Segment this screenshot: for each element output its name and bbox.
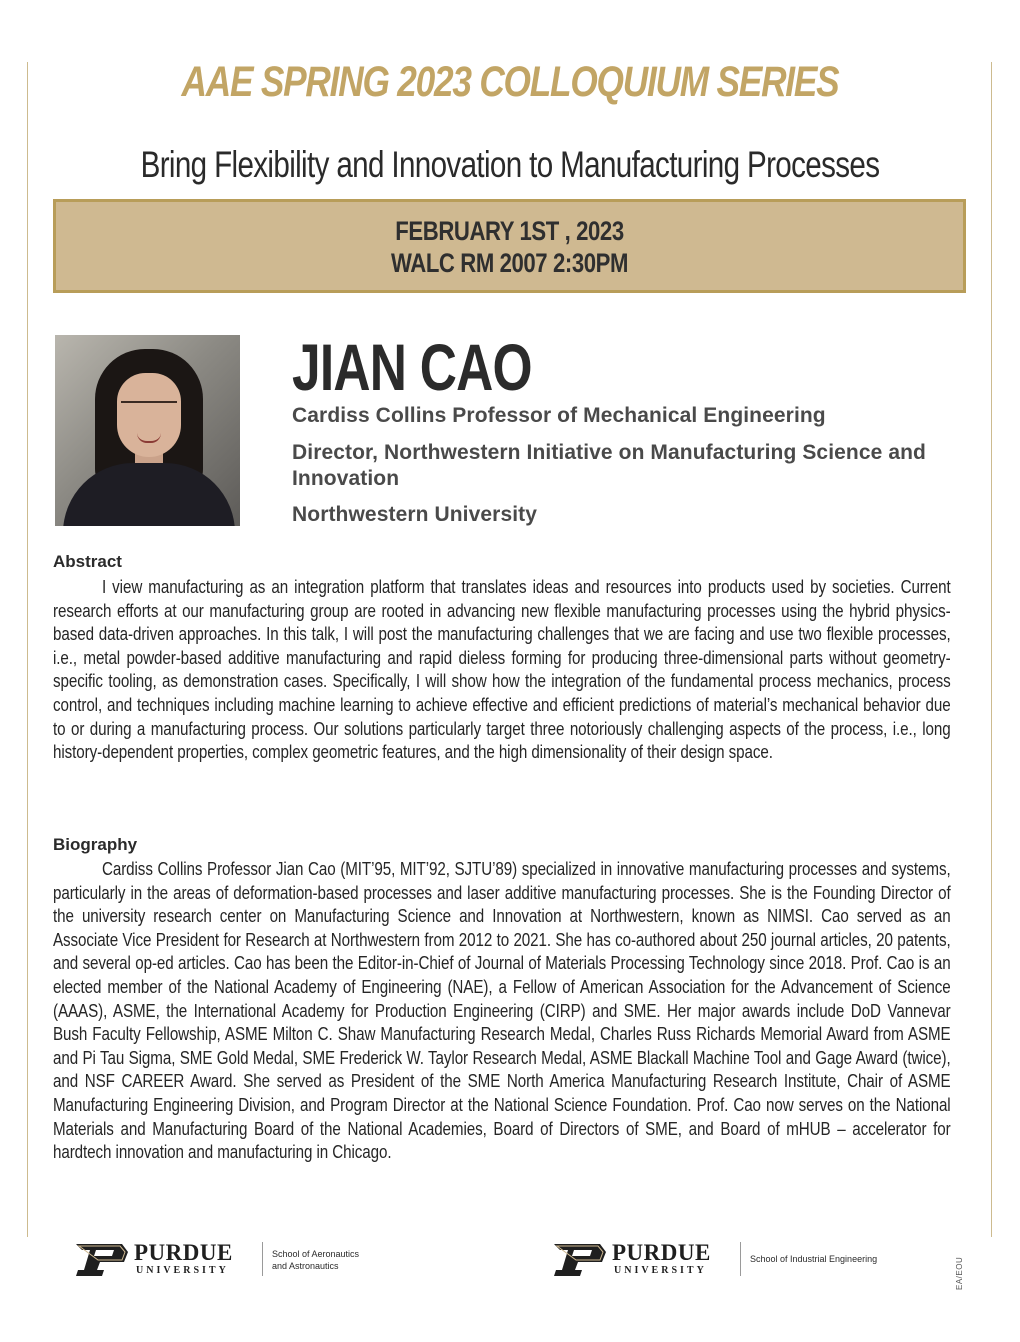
purdue-aae-logo [70,1240,390,1284]
logo-separator [262,1242,263,1276]
purdue-wordmark: PURDUE [612,1240,711,1265]
purdue-p-icon [70,1244,130,1276]
purdue-wordmark: PURDUE [134,1240,233,1265]
abstract-text [53,575,951,764]
series-title: AAE SPRING 2023 COLLOQUIUM SERIES [181,58,839,106]
right-border-rule [991,62,992,1237]
biography-text [53,857,951,1164]
talk-title: Bring Flexibility and Innovation to Manufacturing Processes [140,144,880,185]
biography-body: Cardiss Collins Professor Jian Cao (MIT’95, MIT’92, SJTU’89) specialized in innovative manufacturing processes and systems, particularly in the areas of deformation-based processes and laser additive manufacturing processes. She is the Founding Director of the university research center on Manufacturing Science and Innovation at Northwestern, known as NIMSI. Cao served as an Associate Vice President for Research at Northwestern from 2012 to 2021. She has co-authored about 250 journal articles, 20 patents, and several op-ed articles. Cao has been the Editor-in-Chief of Journal of Materials Processing Technology since 2018. Prof. Cao is an elected member of the National Academy of Engineering (NAE), a Fellow of American Association for the Advancement of Science (AAAS), ASME, the International Academy for Production Engineering (CIRP) and SME. Her major awards include DoD Vannevar Bush Faculty Fellowship, ASME Milton C. Shaw Manufacturing Research Medal, Charles Russ Richards Memorial Award from ASME and Pi Tau Sigma, SME Gold Medal, SME Frederick W. Taylor Research Medal, ASME Blackall Machine Tool and Gage Award (twice), and NSF CAREER Award. She served as President of the SME North America Manufacturing Research Institute, Chair of ASME Manufacturing Engineering Division, and Program Director at the National Science Foundation. Prof. Cao now serves on the National Materials and Manufacturing Board of the National Academies, Board of Directors of SME, and Board of mHUB – accelerator for hardtech innovation and manufacturing in Chicago. [53,858,951,1163]
left-border-rule [27,62,28,1237]
logo-separator [740,1242,741,1276]
speaker-title-1: Cardiss Collins Professor of Mechanical Engineering [292,404,826,427]
date-location-box [53,199,966,293]
speaker-institution: Northwestern University [292,503,538,526]
event-location: WALC RM 2007 2:30PM [390,248,629,278]
speaker-name: JIAN CAO [292,330,532,404]
department-ie: School of Industrial Engineering [750,1254,878,1264]
speaker-photo [55,335,240,526]
purdue-p-icon [548,1244,608,1276]
department-aae: School of Aeronautics and Astronautics [272,1249,360,1271]
biography-heading: Biography [53,835,138,854]
university-wordmark: UNIVERSITY [614,1265,707,1276]
speaker-title-2: Director, Northwestern Initiative on Manufacturing Science and Innovation [292,441,926,490]
abstract-body: I view manufacturing as an integration platform that translates ideas and resources into products used by societies. Current research efforts at our manufacturing group are rooted in advancing new flexible manufacturing processes using the hybrid physics-based data-driven approaches. In this talk, I will post the manufacturing challenges that we are facing and use two flexible processes, i.e., metal powder-based additive manufacturing and rapid dieless forming for producing three-dimensional parts without geometry-specific tooling, as demonstration cases. Specifically, I will show how the integration of the fundamental process mechanics, process control, and techniques including machine learning to achieve effective and efficient predictions of material’s mechanical behavior due to or during a manufacturing process. Our solutions particularly target three notoriously challenging aspects of the process, i.e., long history-dependent properties, complex geometric features, and the high dimensionality of their design space. [53,576,951,763]
university-wordmark: UNIVERSITY [136,1265,229,1276]
purdue-ie-logo [548,1240,908,1284]
event-date: FEBRUARY 1ST , 2023 [395,216,624,246]
abstract-heading: Abstract [53,552,122,571]
document-code: EA/EOU [955,1256,964,1290]
